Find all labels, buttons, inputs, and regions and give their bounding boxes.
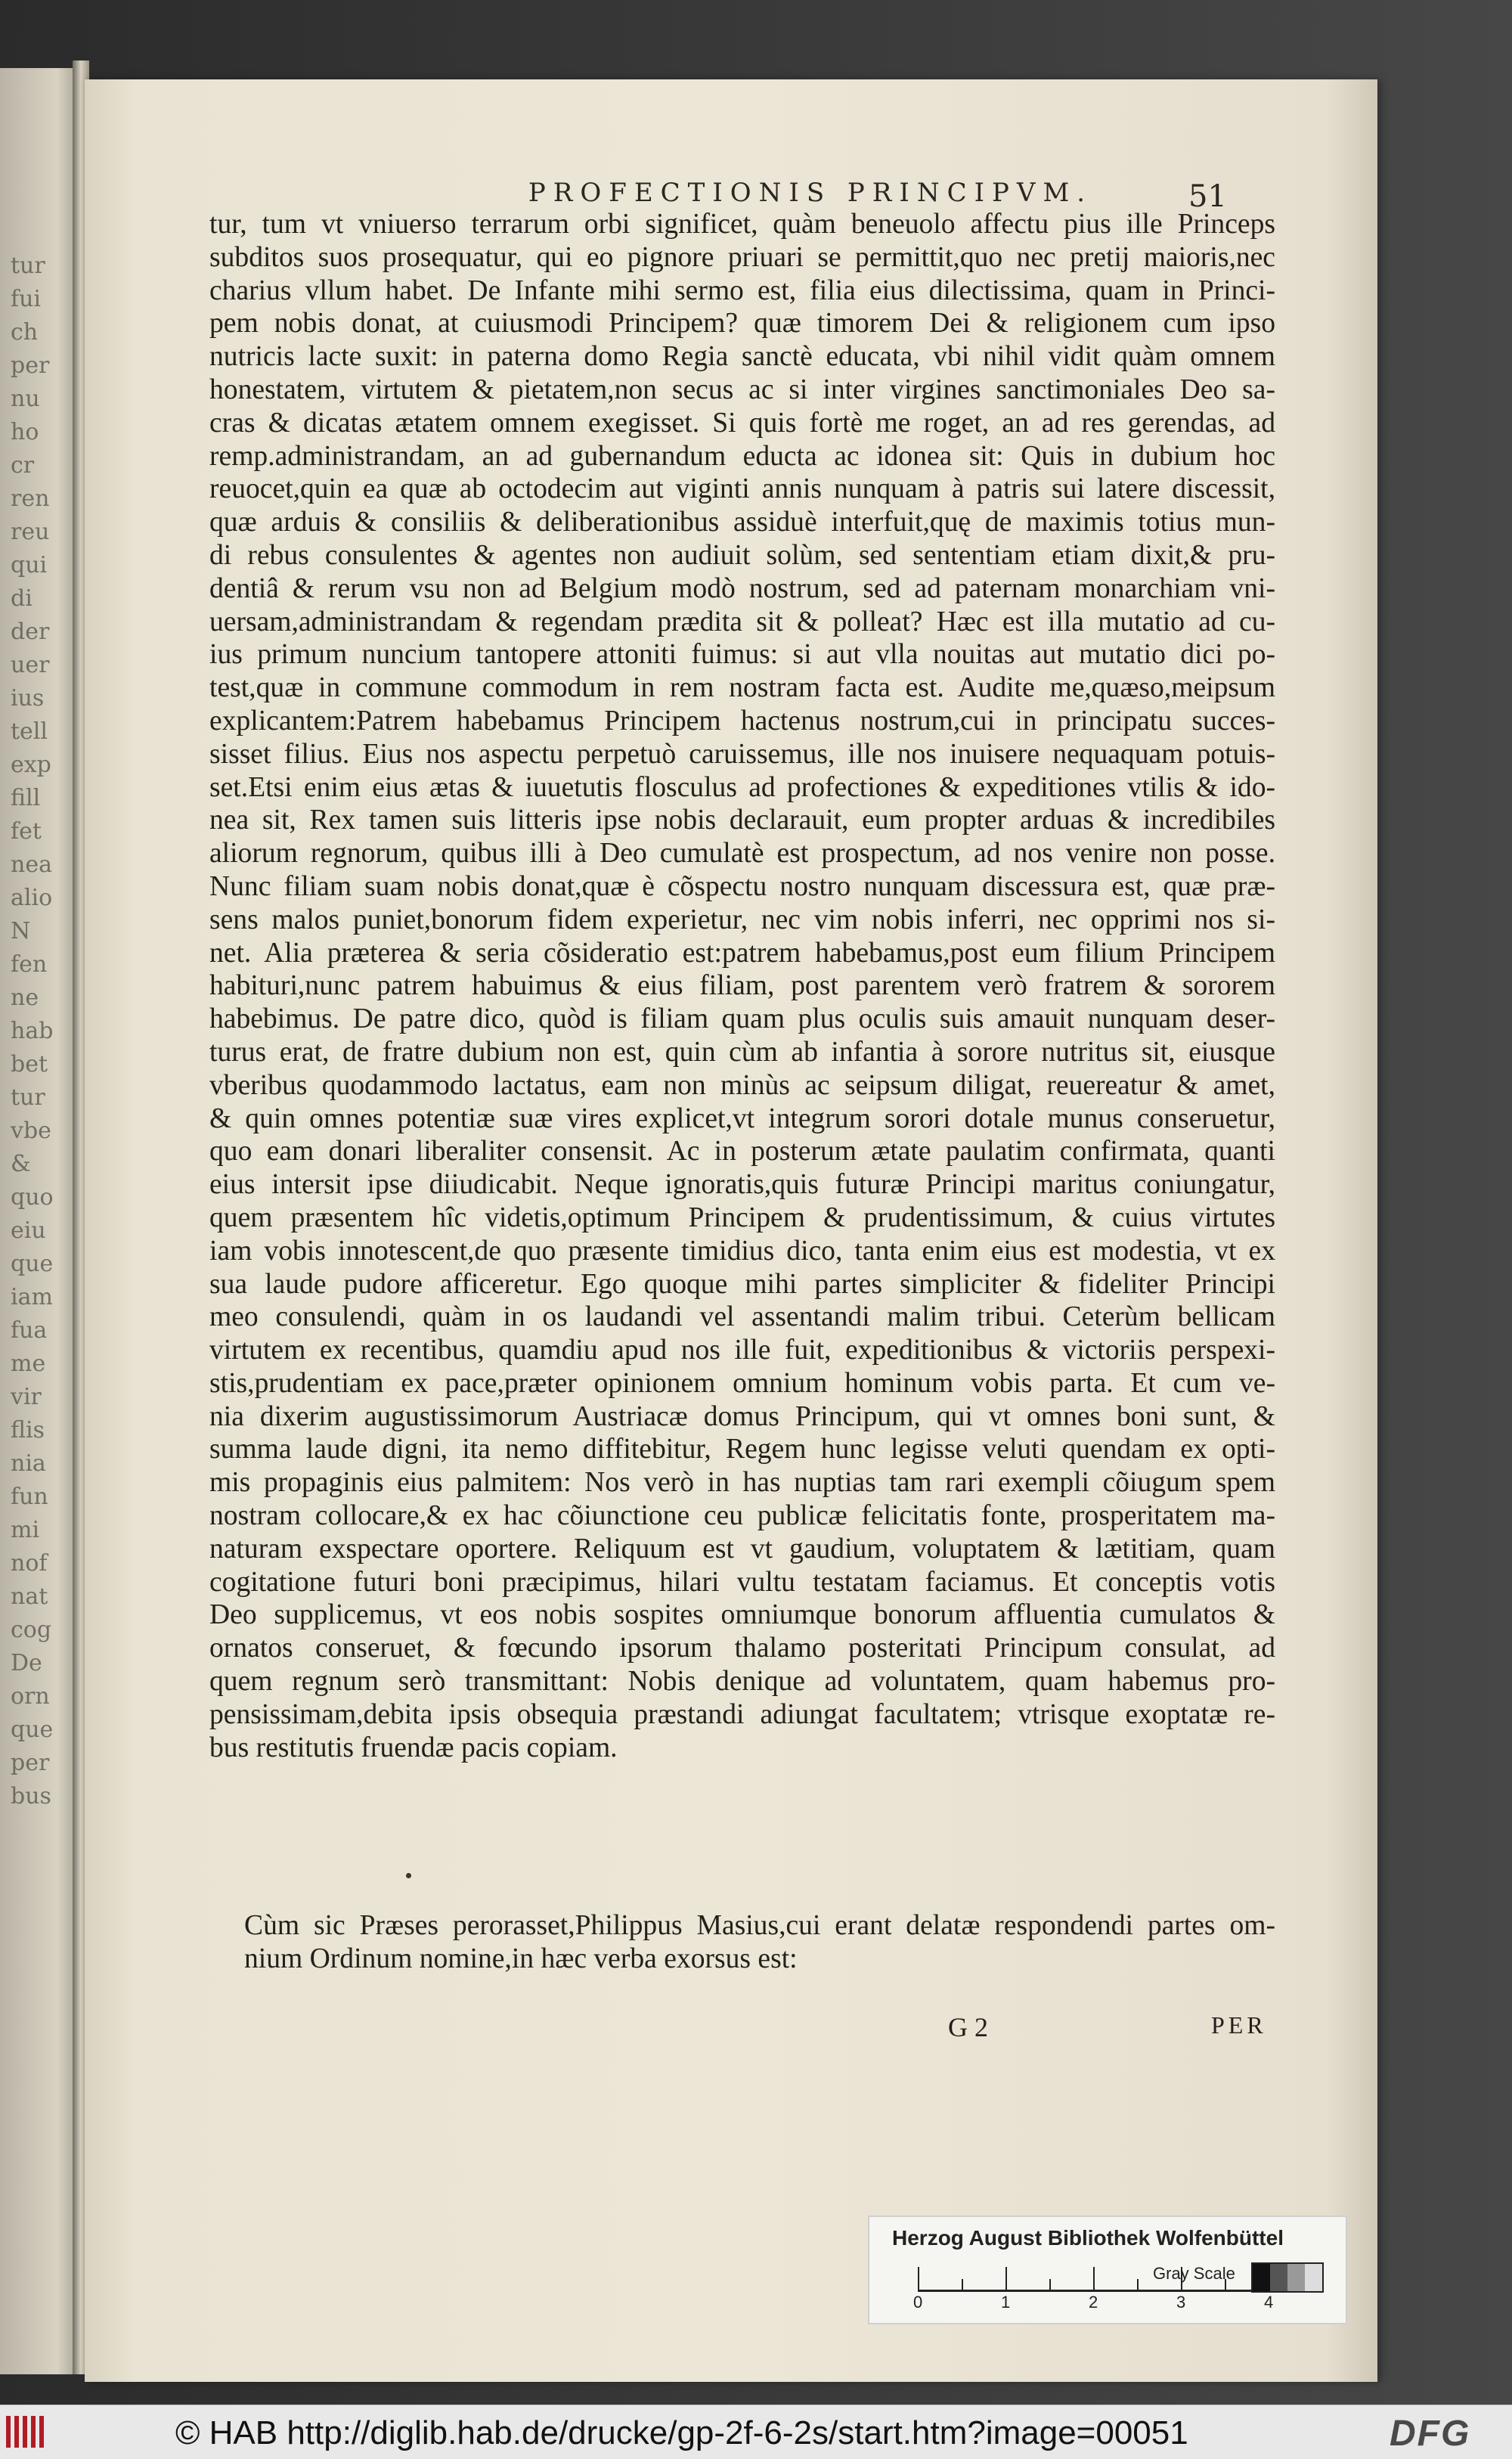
adjacent-fragment: reu xyxy=(11,519,50,545)
adjacent-fragment: tell xyxy=(11,718,48,745)
adjacent-fragment: uer xyxy=(11,652,50,678)
adjacent-fragment: nu xyxy=(11,386,40,412)
text-line: dentiâ & rerum vsu non ad Belgium modò nostrum, sed ad paternam monarchiam vni- xyxy=(209,572,1275,604)
adjacent-fragment: tur xyxy=(11,1084,45,1111)
text-line: pem nobis donat, at cuiusmodi Principem? quæ timorem Dei & religionem cum ipso xyxy=(209,308,1275,340)
text-line: sens malos puniet,bonorum fidem experietur, nec vim nobis inferri, nec opprimi nos si- xyxy=(209,904,1275,935)
adjacent-fragment: nia xyxy=(11,1450,46,1477)
text-line: habebimus. De patre dico, quòd is filiam quam plus oculis suis amauit nunquam deser- xyxy=(209,1003,1275,1035)
main-paragraph xyxy=(209,208,1275,1764)
ruler-number: 1 xyxy=(1001,2293,1011,2312)
catchword: PER xyxy=(1211,2011,1267,2039)
adjacent-fragment: me xyxy=(11,1350,46,1377)
ruler-tick xyxy=(1049,2279,1051,2290)
text-line: cogitatione futuri boni præcipimus, hilari vultu testatam faciamus. Et conceptis votis xyxy=(209,1566,1275,1598)
adjacent-fragment: N xyxy=(11,918,31,944)
adjacent-fragment: De xyxy=(11,1650,42,1676)
text-line: quem præsentem hîc videtis,optimum Principem & prudentissimum, & cuius virtutes xyxy=(209,1202,1275,1233)
ruler-number: 4 xyxy=(1264,2293,1274,2312)
ruler-tick xyxy=(1093,2267,1095,2290)
adjacent-fragment: nat xyxy=(11,1583,48,1610)
adjacent-fragment: fua xyxy=(11,1317,48,1344)
adjacent-fragment: cr xyxy=(11,452,35,479)
text-line: Deo supplicemus, vt eos nobis sospites omniumque bonorum affluentia cumulatos & xyxy=(209,1599,1275,1631)
adjacent-fragment: vbe xyxy=(11,1118,51,1144)
adjacent-fragment: fen xyxy=(11,951,48,978)
adjacent-fragment: exp xyxy=(11,752,51,778)
text-line: iam vobis innotescent,de quo præsente timidius dico, tanta enim eius est modestia, vt ex xyxy=(209,1235,1275,1267)
adjacent-fragment: fill xyxy=(11,785,41,811)
gray-swatches xyxy=(1251,2262,1324,2293)
text-line: eius intersit ipse diiudicabit. Neque ignoratis,quis futuræ Principi maritus coniungatur, xyxy=(209,1169,1275,1201)
adjacent-page-strip xyxy=(0,68,82,2374)
adjacent-fragment: tur xyxy=(11,253,45,279)
text-line: test,quæ in commune commodum in rem nostram facta est. Audite me,quæso,meipsum xyxy=(209,672,1275,704)
ruler-number: 3 xyxy=(1176,2293,1186,2312)
ruler-tick xyxy=(962,2279,963,2290)
gray-swatch xyxy=(1287,2264,1305,2291)
barcode-bar xyxy=(6,2416,11,2448)
adjacent-fragment: der xyxy=(11,619,50,645)
text-line: cras & dicatas ætatem omnem exegisset. Si quis fortè me roget, an ad res gerendas, ad xyxy=(209,407,1275,439)
text-line: net. Alia præterea & seria cõsideratio est:patrem habebamus,post eum filium Principem xyxy=(209,937,1275,969)
text-line: summa laude digni, ita nemo diffitebitur, Regem hunc legisse veluti quendam ex opti- xyxy=(209,1434,1275,1465)
text-line: honestatem, virtutem & pietatem,non secus ac si inter virgines sanctimoniales Deo sa- xyxy=(209,374,1275,405)
barcode-bar xyxy=(31,2416,36,2448)
text-line: habituri,nunc patrem habuimus & eius filiam, post parentem verò fratrem & sororem xyxy=(209,970,1275,1002)
adjacent-fragment: que xyxy=(11,1251,54,1277)
adjacent-fragment: ius xyxy=(11,685,45,712)
text-line: tur, tum vt vniuerso terrarum orbi significet, quàm beneuolo affectu pius ille Princeps xyxy=(209,209,1275,240)
adjacent-fragment: fun xyxy=(11,1484,48,1510)
second-paragraph xyxy=(209,1909,1275,1976)
adjacent-fragment: ch xyxy=(11,319,39,346)
adjacent-fragment: hab xyxy=(11,1018,54,1044)
ruler-number: 2 xyxy=(1089,2293,1098,2312)
text-line: sisset filius. Eius nos aspectu perpetuò caruissemus, ille nos inuisere nequaquam potuis- xyxy=(209,738,1275,770)
adjacent-page-text xyxy=(0,68,82,1813)
text-line: nia dixerim augustissimorum Austriacæ domus Principum, qui vt omnes boni sunt, & xyxy=(209,1400,1275,1432)
adjacent-fragment: bus xyxy=(11,1783,51,1809)
text-line: nea sit, Rex tamen suis litteris ipse nobis declarauit, eum propter arduas & incredibiles xyxy=(209,805,1275,836)
adjacent-fragment: fet xyxy=(11,818,42,845)
ink-dot xyxy=(406,1873,411,1878)
adjacent-fragment: quo xyxy=(11,1184,54,1211)
adjacent-fragment: orn xyxy=(11,1683,50,1710)
text-line: quem regnum serò transmittant: Nobis denique ad voluntatem, quam habemus pro- xyxy=(209,1666,1275,1698)
gray-swatch xyxy=(1253,2264,1270,2291)
adjacent-fragment: fui xyxy=(11,286,42,312)
gray-swatch xyxy=(1305,2264,1322,2291)
adjacent-fragment: di xyxy=(11,585,33,612)
adjacent-fragment: mi xyxy=(11,1517,40,1543)
ruler-number: 0 xyxy=(913,2293,923,2312)
adjacent-fragment: qui xyxy=(11,552,48,578)
text-line: naturam exspectare oportere. Reliquum est vt gaudium, voluptatem & lætitiam, quam xyxy=(209,1533,1275,1564)
text-line: aliorum regnorum, quibus illi à Deo cumulatè est prospectum, ad nos venire non posse. xyxy=(209,838,1275,870)
text-line: reuocet,quin ea quæ ab octodecim aut viginti annis nunquam à patris sui latere discessit, xyxy=(209,473,1275,505)
text-line: uersam,administrandam & regendam prædita sit & polleat? Hæc est illa mutatio ad cu- xyxy=(209,606,1275,637)
adjacent-fragment: alio xyxy=(11,885,53,911)
text-line: quæ arduis & consiliis & deliberationibus assiduè interfuit,quę de maximis totius mun- xyxy=(209,507,1275,538)
barcode-bar xyxy=(39,2416,44,2448)
dfg-logo: DFG xyxy=(1390,2414,1471,2454)
ruler-tick xyxy=(1137,2279,1139,2290)
text-line: & quin omnes potentiæ suæ vires explicet,vt integrum sorori dotale munus conseruetur, xyxy=(209,1102,1275,1134)
barcode-bar xyxy=(14,2416,19,2448)
adjacent-fragment: eiu xyxy=(11,1217,46,1244)
color-scale-card xyxy=(868,2216,1347,2324)
adjacent-fragment: ne xyxy=(11,985,39,1011)
adjacent-fragment: flis xyxy=(11,1417,45,1443)
text-line: turus erat, de fratre dubium non est, quin cùm ab infantia à sorore nutritus sit, eiusque xyxy=(209,1036,1275,1068)
text-line: bus restitutis fruendæ pacis copiam. xyxy=(209,1732,618,1763)
adjacent-fragment: per xyxy=(11,352,50,379)
adjacent-fragment: ren xyxy=(11,485,50,512)
running-head: PROFECTIONIS PRINCIPVM. xyxy=(528,178,1093,208)
text-line: explicantem:Patrem habebamus Principem hactenus nostrum,cui in principatu succes- xyxy=(209,705,1275,736)
source-url[interactable]: © HAB http://diglib.hab.de/drucke/gp-2f-6-2s/start.htm?image=00051 xyxy=(175,2414,1188,2451)
adjacent-fragment: nea xyxy=(11,851,52,878)
text-line: mis propaginis eius palmitem: Nos verò in has nuptias tam rari exempli cõiugum spem xyxy=(209,1467,1275,1499)
text-line: ius primum nuncium tantopere attoniti fuimus: si aut vlla nouitas aut mutatio dici po- xyxy=(209,639,1275,671)
book-page xyxy=(85,79,1377,2382)
dfg-barcode-icon xyxy=(6,2416,44,2448)
gray-scale-label: Gray Scale xyxy=(1153,2264,1235,2283)
ruler-tick xyxy=(918,2267,919,2290)
adjacent-fragment: bet xyxy=(11,1051,48,1078)
text-line: stis,prudentiam ex pace,præter opinionem omnium hominum vobis parta. Et cum ve- xyxy=(209,1367,1275,1399)
adjacent-fragment: per xyxy=(11,1750,50,1776)
adjacent-fragment: cog xyxy=(11,1617,52,1643)
barcode-bar xyxy=(23,2416,27,2448)
ruler-tick xyxy=(1005,2267,1007,2290)
text-line: subditos suos prosequatur, qui eo pignore priuari se permittit,quo nec pretij maioris,nec xyxy=(209,241,1275,273)
adjacent-fragment: nof xyxy=(11,1550,48,1577)
footer-bar xyxy=(0,2405,1512,2459)
text-line: meo consulendi, quàm in os laudandi vel assentandi malim tribui. Ceterùm bellicam xyxy=(209,1301,1275,1333)
text-line: sua laude pudore afficeretur. Ego quoque mihi partes simpliciter & fideliter Principi xyxy=(209,1268,1275,1300)
adjacent-fragment: iam xyxy=(11,1284,53,1310)
text-line: charius vllum habet. De Infante mihi sermo est, filia eius dilectissima, quam in Princi- xyxy=(209,274,1275,306)
text-line: set.Etsi enim eius ætas & iuuetutis flosculus ad profectiones & expeditiones vtilis & ido- xyxy=(209,771,1275,803)
text-line: remp.administrandam, an ad gubernandum educta ac idonea sit: Quis in dubium hoc xyxy=(209,440,1275,472)
text-line: nostram collocare,& ex hac cõiunctione ceu publicæ felicitatis fonte, prosperitatem ma- xyxy=(209,1500,1275,1532)
text-line: vberibus quodammodo lactatus, eam non minùs ac seipsum diligat, reuereatur & amet, xyxy=(209,1069,1275,1101)
adjacent-fragment: & xyxy=(11,1151,31,1177)
text-line: quo eam donari liberaliter consensit. Ac in posterum ætate paulatim confirmata, quanti xyxy=(209,1136,1275,1167)
text-line: Nunc filiam suam nobis donat,quæ è cõspectu nostro nunquam discessura est, quæ præ- xyxy=(209,870,1275,902)
text-line: Cùm sic Præses perorasset,Philippus Masius,cui erant delatæ respondendi partes om- xyxy=(244,1910,1275,1941)
text-line: ornatos conseruet, & fœcundo ipsorum thalamo posteritati Principum consulat, ad xyxy=(209,1633,1275,1664)
text-line: virtutem ex recentibus, quamdiu apud nos ille fuit, expeditionibus & victoriis perspexi- xyxy=(209,1335,1275,1366)
text-line: nutricis lacte suxit: in paterna domo Regia sanctè educata, vbi nihil vidit quàm omnem xyxy=(209,341,1275,373)
text-line: nium Ordinum nomine,in hæc verba exorsus est: xyxy=(244,1943,798,1974)
adjacent-fragment: que xyxy=(11,1716,54,1743)
text-line: di rebus consulentes & agentes non audiuit solùm, sed sententiam etiam dixit,& pru- xyxy=(209,539,1275,571)
text-line: pensissimam,debita ipsis obsequia præstandi adiungat facultatem; vtrisque exoptatæ re- xyxy=(209,1698,1275,1730)
signature-mark: G 2 xyxy=(948,2012,988,2042)
page-number: 51 xyxy=(1188,179,1227,214)
adjacent-fragment: vir xyxy=(11,1384,42,1410)
adjacent-fragment: ho xyxy=(11,419,39,445)
library-name: Herzog August Bibliothek Wolfenbüttel xyxy=(892,2226,1284,2250)
gray-swatch xyxy=(1270,2264,1287,2291)
